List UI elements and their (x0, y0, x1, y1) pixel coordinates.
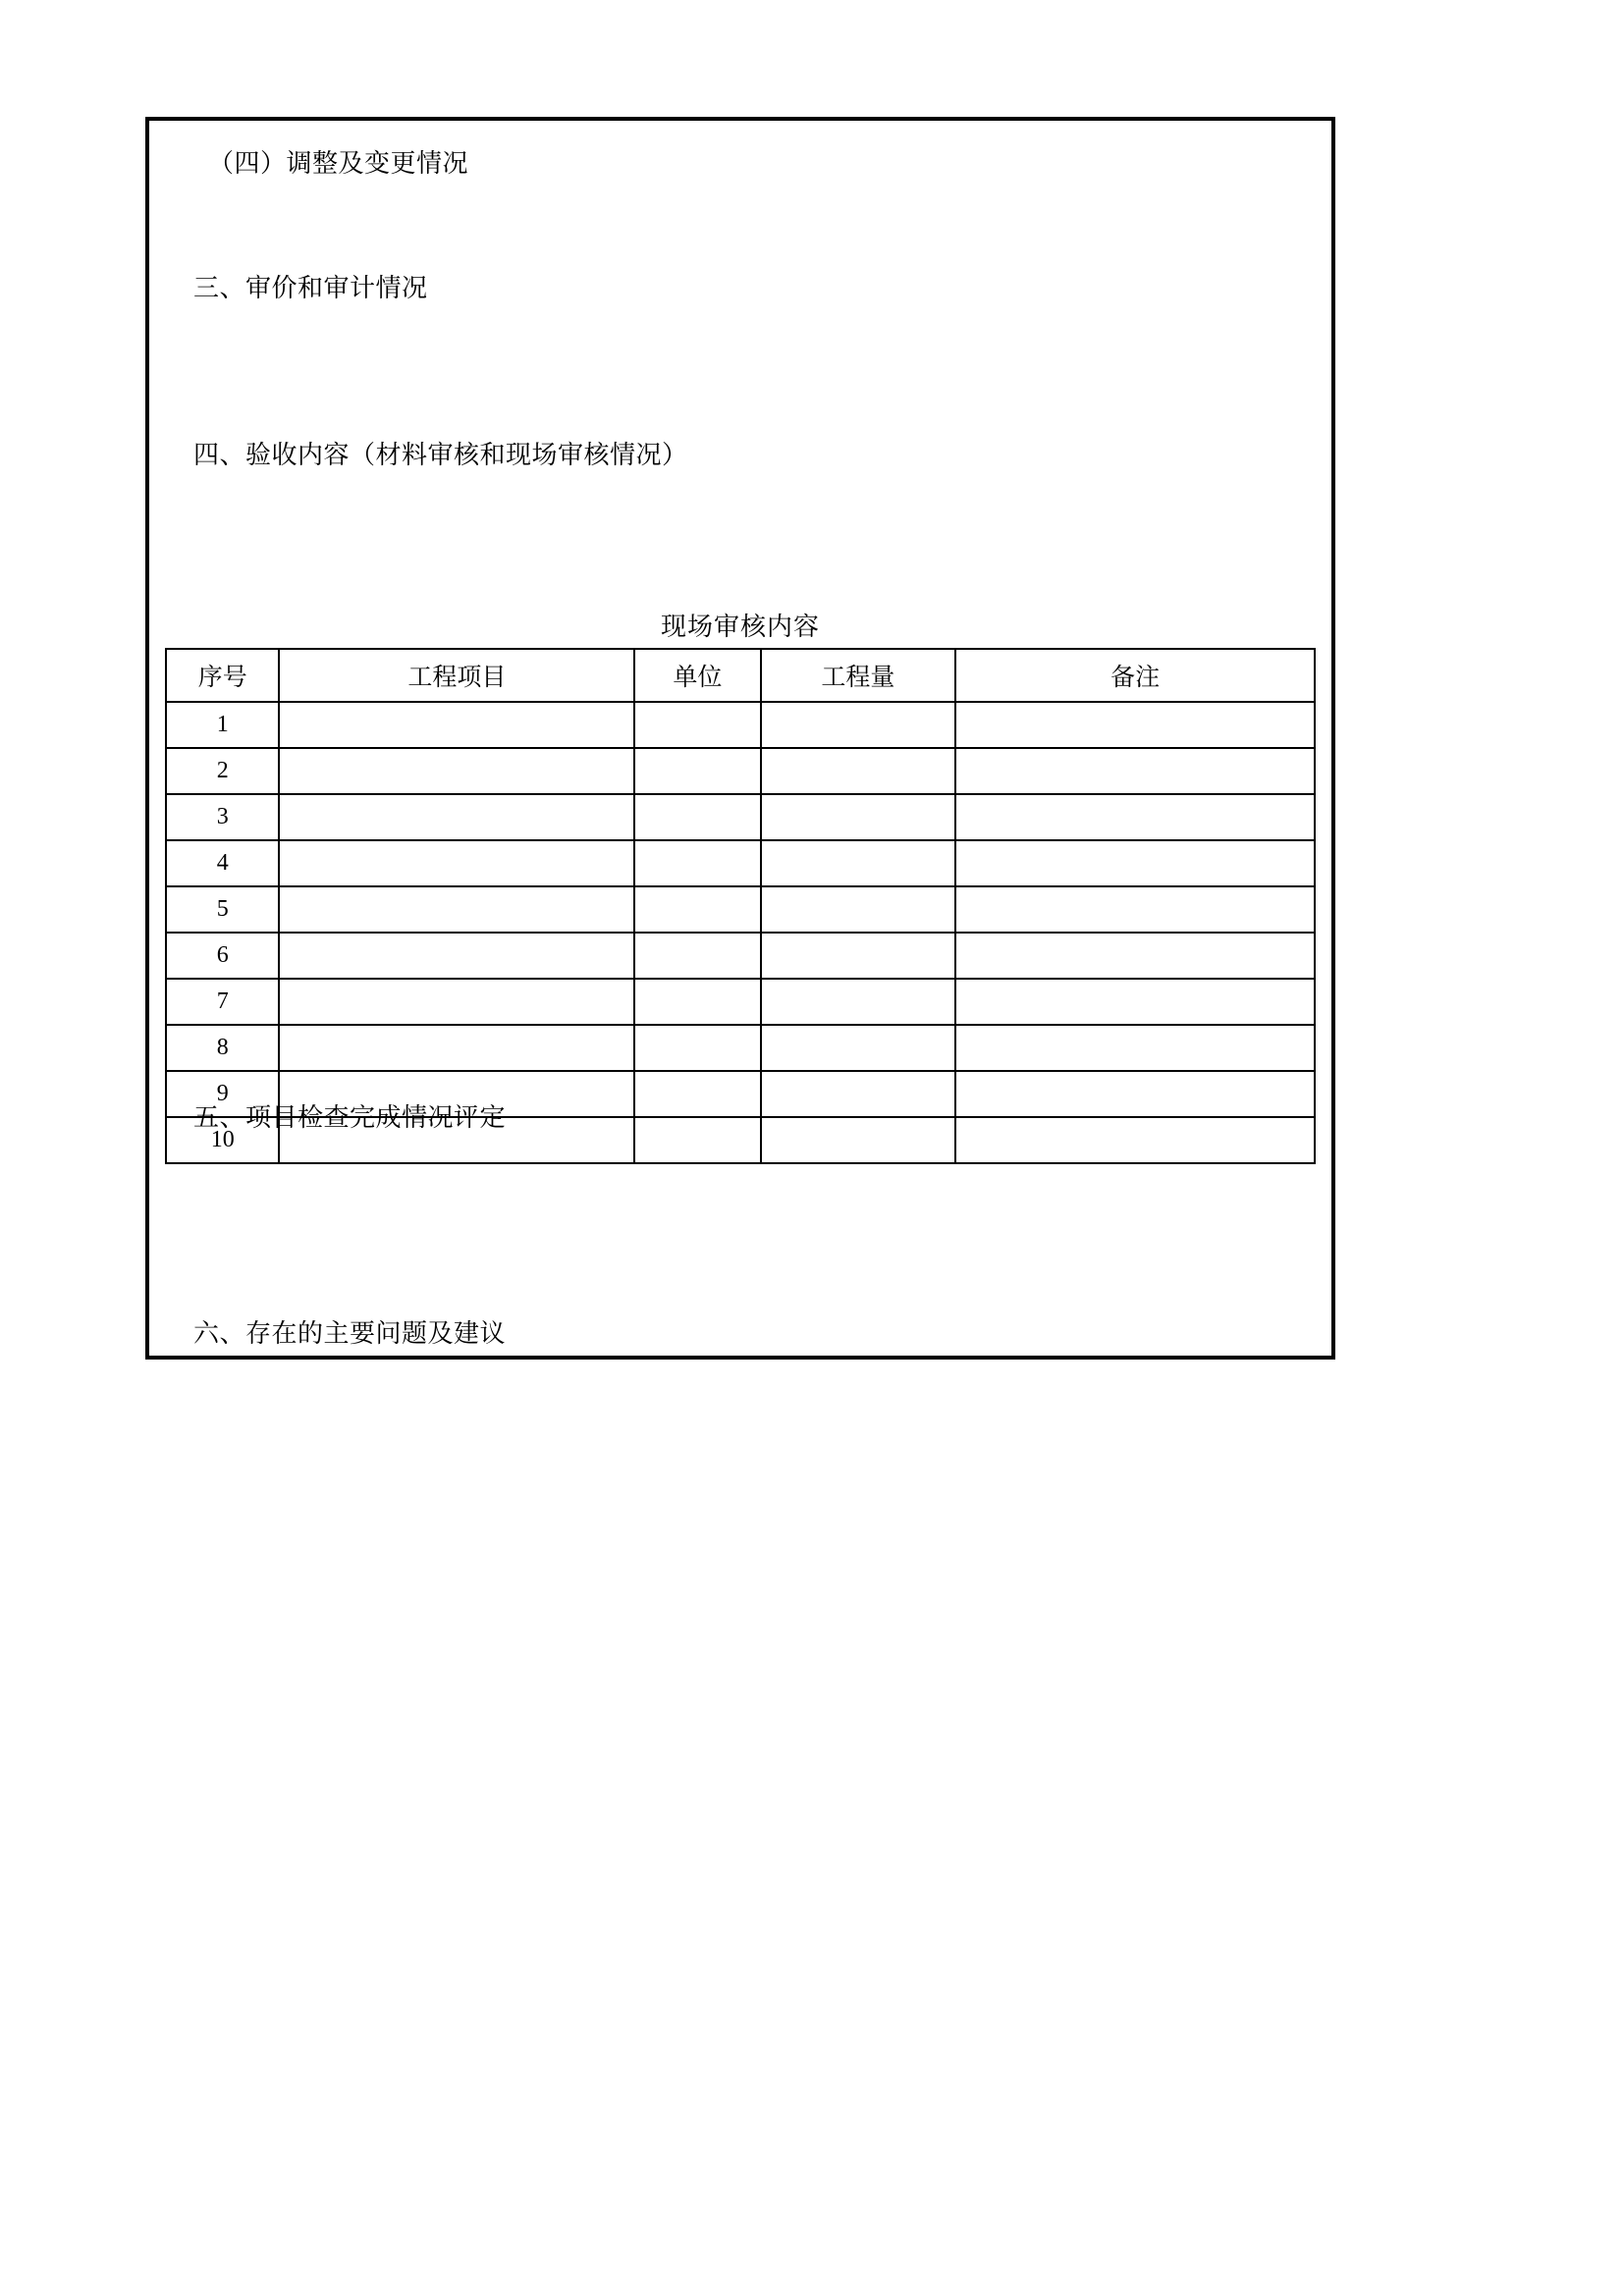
cell-no: 3 (166, 794, 279, 840)
cell-unit[interactable] (634, 933, 760, 979)
cell-qty[interactable] (761, 1071, 956, 1117)
column-header-note: 备注 (955, 649, 1315, 702)
section-heading-evaluation: 五、项目检查完成情况评定 (193, 1103, 507, 1132)
cell-note[interactable] (955, 933, 1315, 979)
cell-note[interactable] (955, 1117, 1315, 1163)
cell-item[interactable] (279, 1025, 634, 1071)
cell-note[interactable] (955, 1025, 1315, 1071)
cell-item[interactable] (279, 702, 634, 748)
cell-no: 10 (166, 1117, 279, 1163)
cell-note[interactable] (955, 702, 1315, 748)
cell-note[interactable] (955, 979, 1315, 1025)
cell-item[interactable] (279, 748, 634, 794)
cell-unit[interactable] (634, 748, 760, 794)
section-heading-acceptance-content: 四、验收内容（材料审核和现场审核情况） (193, 441, 688, 469)
table-header-row (166, 649, 1315, 702)
cell-no: 7 (166, 979, 279, 1025)
cell-note[interactable] (955, 794, 1315, 840)
cell-unit[interactable] (634, 979, 760, 1025)
column-header-item: 工程项目 (279, 649, 634, 702)
cell-qty[interactable] (761, 840, 956, 886)
cell-note[interactable] (955, 840, 1315, 886)
table-row (166, 886, 1315, 933)
column-header-unit: 单位 (634, 649, 760, 702)
table-row (166, 702, 1315, 748)
section-heading-issues: 六、存在的主要问题及建议 (193, 1319, 507, 1348)
cell-note[interactable] (955, 1071, 1315, 1117)
cell-note[interactable] (955, 748, 1315, 794)
cell-unit[interactable] (634, 702, 760, 748)
cell-item[interactable] (279, 979, 634, 1025)
table-row (166, 840, 1315, 886)
section-heading-adjustment: （四）调整及变更情况 (208, 149, 469, 178)
cell-qty[interactable] (761, 794, 956, 840)
column-header-qty: 工程量 (761, 649, 956, 702)
table-row (166, 748, 1315, 794)
document-body (149, 121, 1331, 1356)
cell-item[interactable] (279, 794, 634, 840)
cell-no: 5 (166, 886, 279, 933)
cell-no: 1 (166, 702, 279, 748)
cell-unit[interactable] (634, 1071, 760, 1117)
cell-unit[interactable] (634, 1025, 760, 1071)
cell-item[interactable] (279, 840, 634, 886)
cell-no: 9 (166, 1071, 279, 1117)
table-row (166, 1025, 1315, 1071)
section-heading-audit: 三、审价和审计情况 (193, 274, 428, 302)
cell-note[interactable] (955, 886, 1315, 933)
document-page-frame (145, 117, 1335, 1360)
table-row (166, 979, 1315, 1025)
cell-unit[interactable] (634, 1117, 760, 1163)
cell-item[interactable] (279, 886, 634, 933)
cell-qty[interactable] (761, 1117, 956, 1163)
cell-qty[interactable] (761, 702, 956, 748)
table-caption: 现场审核内容 (660, 613, 820, 641)
cell-item[interactable] (279, 933, 634, 979)
cell-qty[interactable] (761, 979, 956, 1025)
column-header-no: 序号 (166, 649, 279, 702)
cell-no: 6 (166, 933, 279, 979)
table-row (166, 794, 1315, 840)
onsite-review-table (165, 648, 1316, 1164)
cell-unit[interactable] (634, 840, 760, 886)
cell-no: 2 (166, 748, 279, 794)
table-row (166, 933, 1315, 979)
cell-no: 8 (166, 1025, 279, 1071)
cell-qty[interactable] (761, 1025, 956, 1071)
cell-unit[interactable] (634, 794, 760, 840)
cell-qty[interactable] (761, 886, 956, 933)
cell-no: 4 (166, 840, 279, 886)
cell-qty[interactable] (761, 748, 956, 794)
cell-qty[interactable] (761, 933, 956, 979)
cell-unit[interactable] (634, 886, 760, 933)
